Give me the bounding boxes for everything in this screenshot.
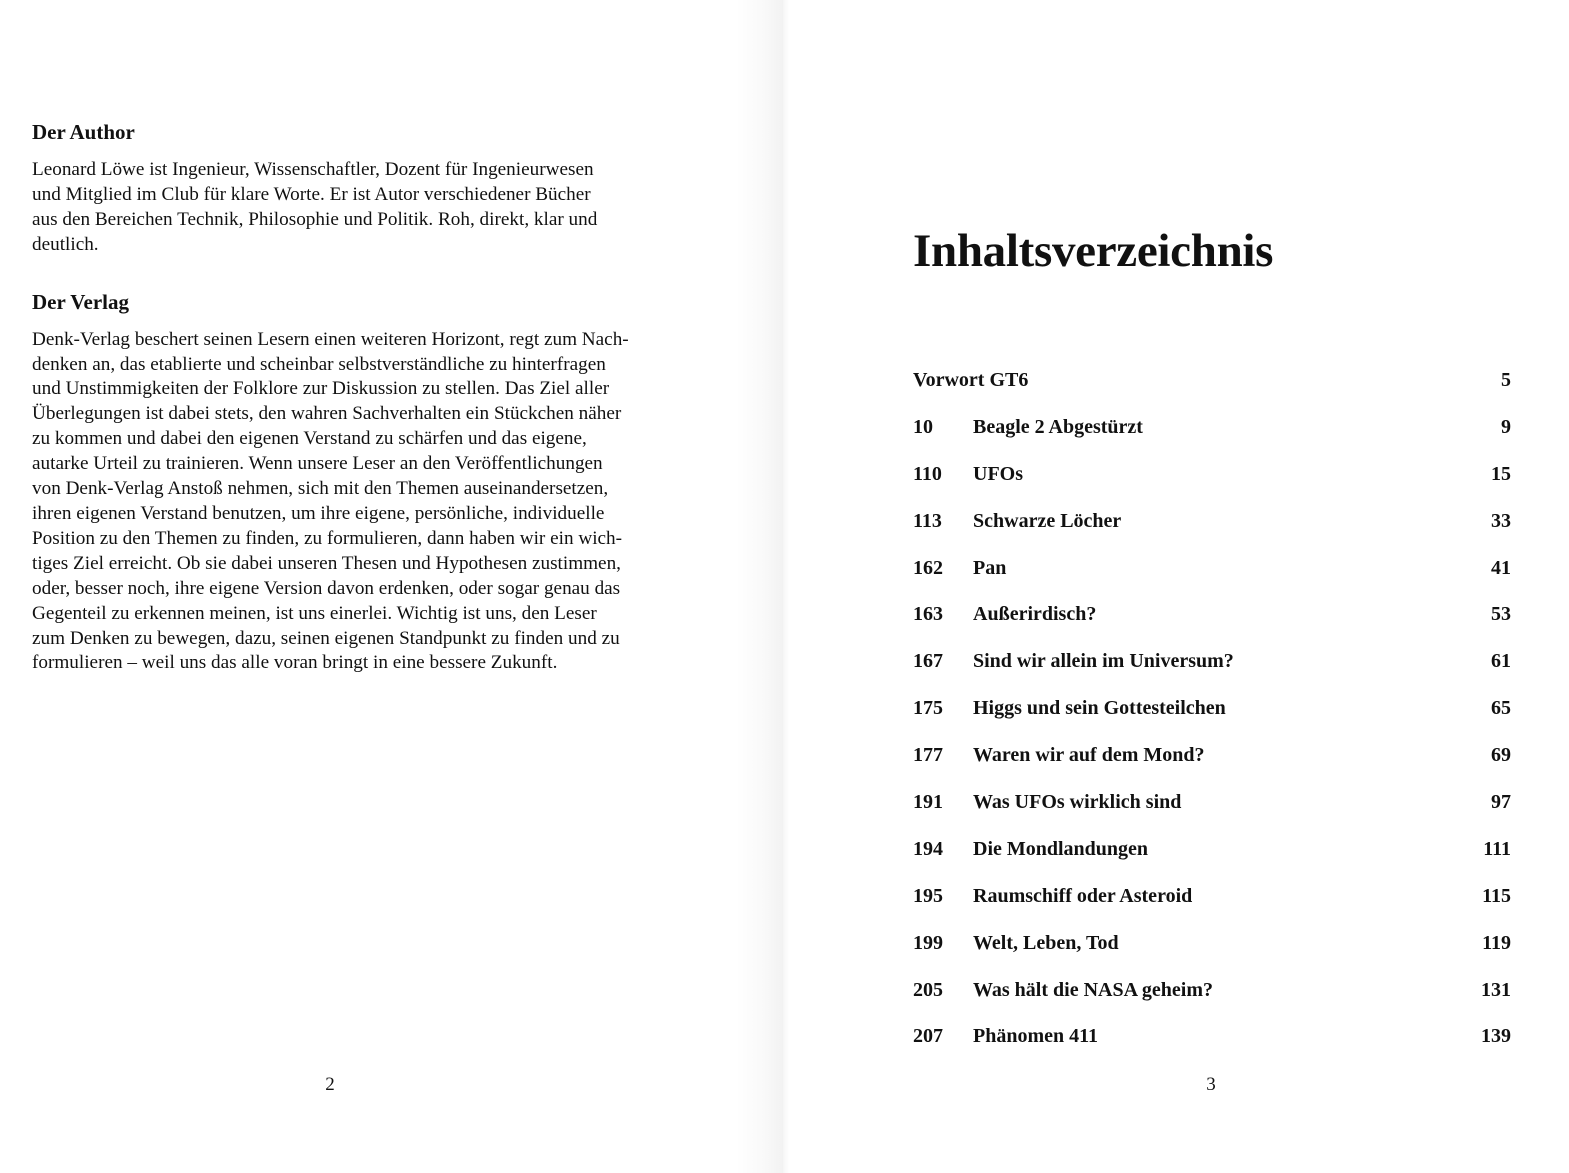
toc-entry-number: 191 — [913, 791, 943, 814]
text-line: von Denk-Verlag Anstoß nehmen, sich mit den Themen auseinandersetzen, — [32, 478, 609, 500]
page-number-right: 3 — [1206, 1074, 1216, 1095]
toc-entry-page: 131 — [1481, 978, 1511, 1001]
toc-entry-title: Sind wir allein im Universum? — [973, 650, 1234, 673]
toc-entry[interactable] — [913, 739, 1511, 786]
publisher-paragraph — [32, 328, 632, 677]
toc-entry-title: Waren wir auf dem Mond? — [973, 744, 1205, 767]
publisher-heading: Der Verlag — [32, 289, 130, 314]
toc-entry-number: 199 — [913, 931, 943, 954]
page-number-left: 2 — [325, 1074, 335, 1095]
toc-entry-number: 10 — [913, 415, 933, 438]
toc-entry-number: 177 — [913, 744, 943, 767]
toc-entry[interactable] — [913, 1020, 1511, 1067]
toc-entry-number: 163 — [913, 603, 943, 626]
toc-entry-title: Was hält die NASA geheim? — [973, 978, 1214, 1001]
toc-entry[interactable] — [913, 786, 1511, 833]
text-line: deutlich. — [32, 233, 99, 255]
section-spacer — [32, 258, 632, 288]
toc-entry[interactable] — [913, 974, 1511, 1021]
toc-entry-title: Vorwort GT6 — [913, 369, 1029, 391]
text-line: tiges Ziel erreicht. Ob sie dabei unseren Thesen und Hypothesen zustimmen, — [32, 552, 621, 574]
gutter-edge — [783, 0, 789, 1173]
toc-entry-page: 139 — [1481, 1025, 1511, 1048]
toc-entry-page: 41 — [1491, 556, 1511, 579]
gutter-shadow — [735, 0, 783, 1173]
text-line: denken an, das etablierte und scheinbar selbstverständliche zu hinterfragen — [32, 353, 606, 375]
toc-entry-number: 194 — [913, 837, 943, 860]
toc-entry-number: 195 — [913, 884, 943, 907]
toc-entry-page: 111 — [1483, 837, 1511, 860]
text-line: oder, besser noch, ihre eigene Version davon erdenken, oder sogar genau das — [32, 577, 621, 599]
toc-entry-page: 5 — [1501, 369, 1511, 391]
toc-entry[interactable] — [913, 598, 1511, 645]
toc-entry-page: 115 — [1482, 884, 1511, 907]
toc-entry[interactable] — [913, 411, 1511, 458]
toc-entry-title: Welt, Leben, Tod — [973, 931, 1119, 954]
toc-entry-page: 119 — [1482, 931, 1511, 954]
toc-list — [913, 364, 1511, 1067]
text-line: Denk-Verlag beschert seinen Lesern einen weiteren Horizont, regt zum Nach- — [32, 328, 629, 350]
text-line: formulieren – weil uns das alle voran bringt in eine bessere Zukunft. — [32, 652, 558, 674]
text-line: Position zu den Themen zu finden, zu formulieren, dann haben wir ein wich- — [32, 527, 623, 549]
left-page — [0, 0, 783, 1173]
toc-entry[interactable] — [913, 692, 1511, 739]
toc-entry[interactable] — [913, 880, 1511, 927]
toc-entry-number: 113 — [913, 509, 942, 532]
toc-entry[interactable] — [913, 552, 1511, 599]
author-paragraph — [32, 158, 632, 258]
toc-entry[interactable] — [913, 505, 1511, 552]
toc-entry-title: Schwarze Löcher — [973, 509, 1122, 532]
toc-entry-page: 9 — [1501, 415, 1511, 438]
toc-entry-page: 65 — [1491, 697, 1511, 720]
toc-entry-number: 162 — [913, 556, 943, 579]
text-line: zu kommen und dabei den eigenen Verstand zu schärfen und das eigene, — [32, 428, 587, 450]
toc-entry-title: Raumschiff oder Asteroid — [973, 884, 1193, 907]
toc-entry-number: 205 — [913, 978, 943, 1001]
toc-entry[interactable] — [913, 645, 1511, 692]
toc-entry-number: 110 — [913, 462, 942, 485]
toc-title: Inhaltsverzeichnis — [913, 225, 1274, 277]
toc-entry-page: 69 — [1491, 744, 1511, 767]
text-line: und Unstimmigkeiten der Folklore zur Diskussion zu stellen. Das Ziel aller — [32, 378, 610, 400]
toc-entry-title: Was UFOs wirklich sind — [973, 791, 1182, 814]
toc-entry-number: 207 — [913, 1025, 943, 1048]
toc-entry-number: 175 — [913, 697, 943, 720]
text-line: zum Denken zu bewegen, dazu, seinen eigenen Standpunkt zu finden und zu — [32, 627, 620, 649]
text-line: Überlegungen ist dabei stets, den wahren Sachverhalten ein Stückchen näher — [32, 403, 622, 425]
right-page — [783, 0, 1569, 1173]
text-line: und Mitglied im Club für klare Worte. Er ist Autor verschiedener Bücher — [32, 183, 591, 205]
toc-entry-title: Beagle 2 Abgestürzt — [973, 415, 1143, 438]
text-line: Leonard Löwe ist Ingenieur, Wissenschaftler, Dozent für Ingenieurwesen — [32, 159, 594, 180]
toc-entry-page: 97 — [1491, 791, 1511, 814]
toc-entry-number: 167 — [913, 650, 943, 673]
toc-entry-title: Higgs und sein Gottesteilchen — [973, 697, 1226, 720]
text-line: Gegenteil zu erkennen meinen, ist uns einerlei. Wichtig ist uns, den Leser — [32, 602, 597, 624]
toc-entry-title: Phänomen 411 — [973, 1025, 1099, 1048]
toc-entry-page: 15 — [1491, 462, 1511, 485]
toc-entry-title: Die Mondlandungen — [973, 837, 1149, 860]
imprint-content — [32, 118, 632, 676]
toc-entry[interactable] — [913, 927, 1511, 974]
toc-entry-title: Pan — [973, 556, 1007, 579]
toc-entry-title: Außerirdisch? — [973, 603, 1097, 626]
toc-entry[interactable] — [913, 364, 1511, 411]
toc-entry[interactable] — [913, 458, 1511, 505]
toc-entry-page: 61 — [1491, 650, 1511, 673]
toc-entry-title: UFOs — [973, 462, 1023, 485]
toc-entry-page: 53 — [1491, 603, 1511, 626]
author-heading: Der Author — [32, 120, 135, 144]
text-line: aus den Bereichen Technik, Philosophie und Politik. Roh, direkt, klar und — [32, 208, 598, 230]
toc-entry[interactable] — [913, 833, 1511, 880]
text-line: ihren eigenen Verstand benutzen, um ihre eigene, persönliche, individuelle — [32, 502, 605, 524]
text-line: autarke Urteil zu trainieren. Wenn unsere Leser an den Veröffentlichungen — [32, 453, 603, 475]
toc-entry-page: 33 — [1491, 509, 1511, 532]
